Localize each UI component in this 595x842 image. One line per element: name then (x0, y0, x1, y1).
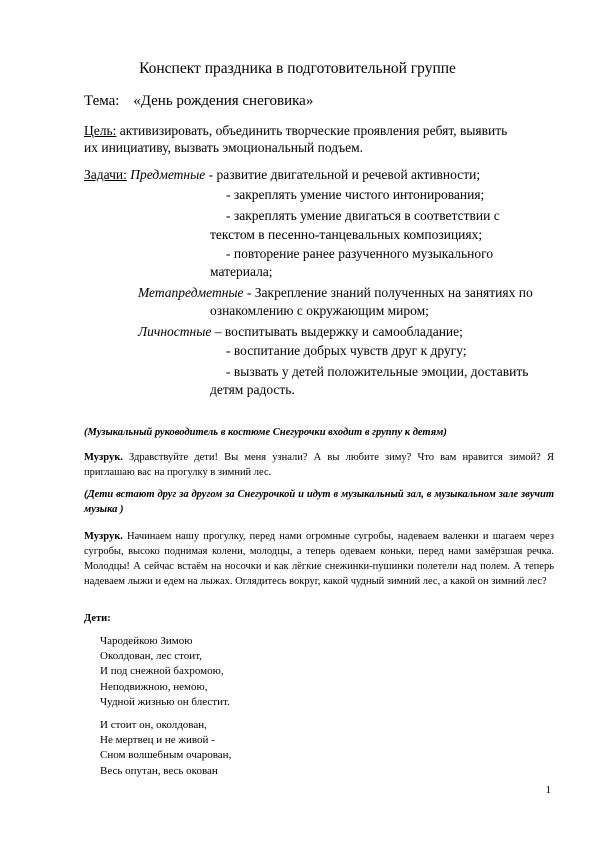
theme-label: Тема: (84, 93, 120, 109)
tasks-subject-line (84, 165, 554, 184)
personal-item: - вызвать у детей положительные эмоции, доставить (226, 364, 529, 379)
personal-label: Личностные (138, 324, 212, 339)
speech-text: Здравствуйте дети! Вы меня узнали? А вы любите зиму? Что вам нравится зимой? Я приглашаю вас на прогулку в зимний лес. (84, 452, 554, 478)
poem-line: Весь опутан, весь окован (100, 764, 218, 777)
poem-line: И под снежной бахромою, (100, 665, 224, 678)
speech-2 (84, 529, 554, 589)
goal-text: активизировать, объединить творческие проявления ребят, выявить их инициативу, вызвать эмоциональный подъем. (84, 123, 508, 155)
stage-direction-2: (Дети встают друг за другом за Снегурочкой и идут в музыкальный зал, в музыкальном зале звучит музыка ) (84, 489, 554, 515)
page-title: Конспект праздника в подготовительной группе (139, 60, 456, 77)
personal-item: - воспитание добрых чувств друг к другу; (226, 343, 467, 358)
goal-label: Цель: (84, 123, 117, 138)
speech-1 (84, 450, 554, 480)
children-label: Дети: (84, 613, 111, 624)
meta-label: Метапредметные (138, 285, 244, 300)
subject-text: - развитие двигательной и речевой активности; (205, 167, 481, 182)
personal-line (138, 322, 558, 341)
poem-line: Околдован, лес стоит, (100, 650, 202, 663)
theme-line (84, 93, 313, 110)
goal-paragraph (84, 122, 514, 156)
meta-text-cont: ознакомлению с окружающим миром; (210, 303, 429, 318)
meta-line (138, 283, 558, 302)
poem-stanza-2 (100, 718, 231, 779)
subject-item: - повторение ранее разученного музыкального (226, 246, 494, 261)
subject-item: материала; (210, 264, 273, 279)
speaker-label: Музрук. (84, 531, 123, 542)
speech-text: Начинаем нашу прогулку, перед нами огромные сугробы, надеваем валенки и шагаем через сугробы, высоко поднимая колени, молодцы, а теперь одеваем коньки, перед нами замёрзшая речка. Молодцы! А сейчас встаём на носочки и как лёгкие снежинки-пушинки полетели над полем. А теперь надеваем лыжи и едем на лыжах. Оглядитесь вокруг, какой чудный зимний лес, а какой он зимний лес? (84, 531, 554, 587)
poem-stanza-1 (100, 634, 230, 710)
poem-line: Неподвижною, немою, (100, 680, 208, 693)
page-number: 1 (545, 784, 551, 796)
subject-label: Предметные (130, 167, 206, 182)
speaker-label: Музрук. (84, 452, 123, 463)
poem-line: Не мертвец и не живой - (100, 734, 215, 747)
poem-line: И стоит он, околдован, (100, 719, 207, 731)
tasks-label: Задачи: (84, 167, 127, 182)
subject-item: текстом в песенно-танцевальных композициях; (210, 227, 483, 242)
theme-text: «День рождения снеговика» (133, 93, 314, 109)
personal-text: – воспитывать выдержку и самообладание; (211, 324, 463, 339)
poem-line: Чудной жизнью он блестит. (100, 695, 230, 708)
subject-item: - закреплять умение двигаться в соответствии с (226, 208, 500, 223)
poem-line: Чародейкою Зимою (100, 635, 193, 647)
personal-item: детям радость. (210, 382, 295, 397)
subject-item: - закреплять умение чистого интонирования; (226, 187, 485, 202)
poem-line: Сном волшебным очарован, (100, 749, 232, 762)
meta-text: - Закрепление знаний полученных на занятиях по (243, 285, 533, 300)
stage-direction-1: (Музыкальный руководитель в костюме Снегурочки входит в группу к детям) (84, 427, 447, 438)
